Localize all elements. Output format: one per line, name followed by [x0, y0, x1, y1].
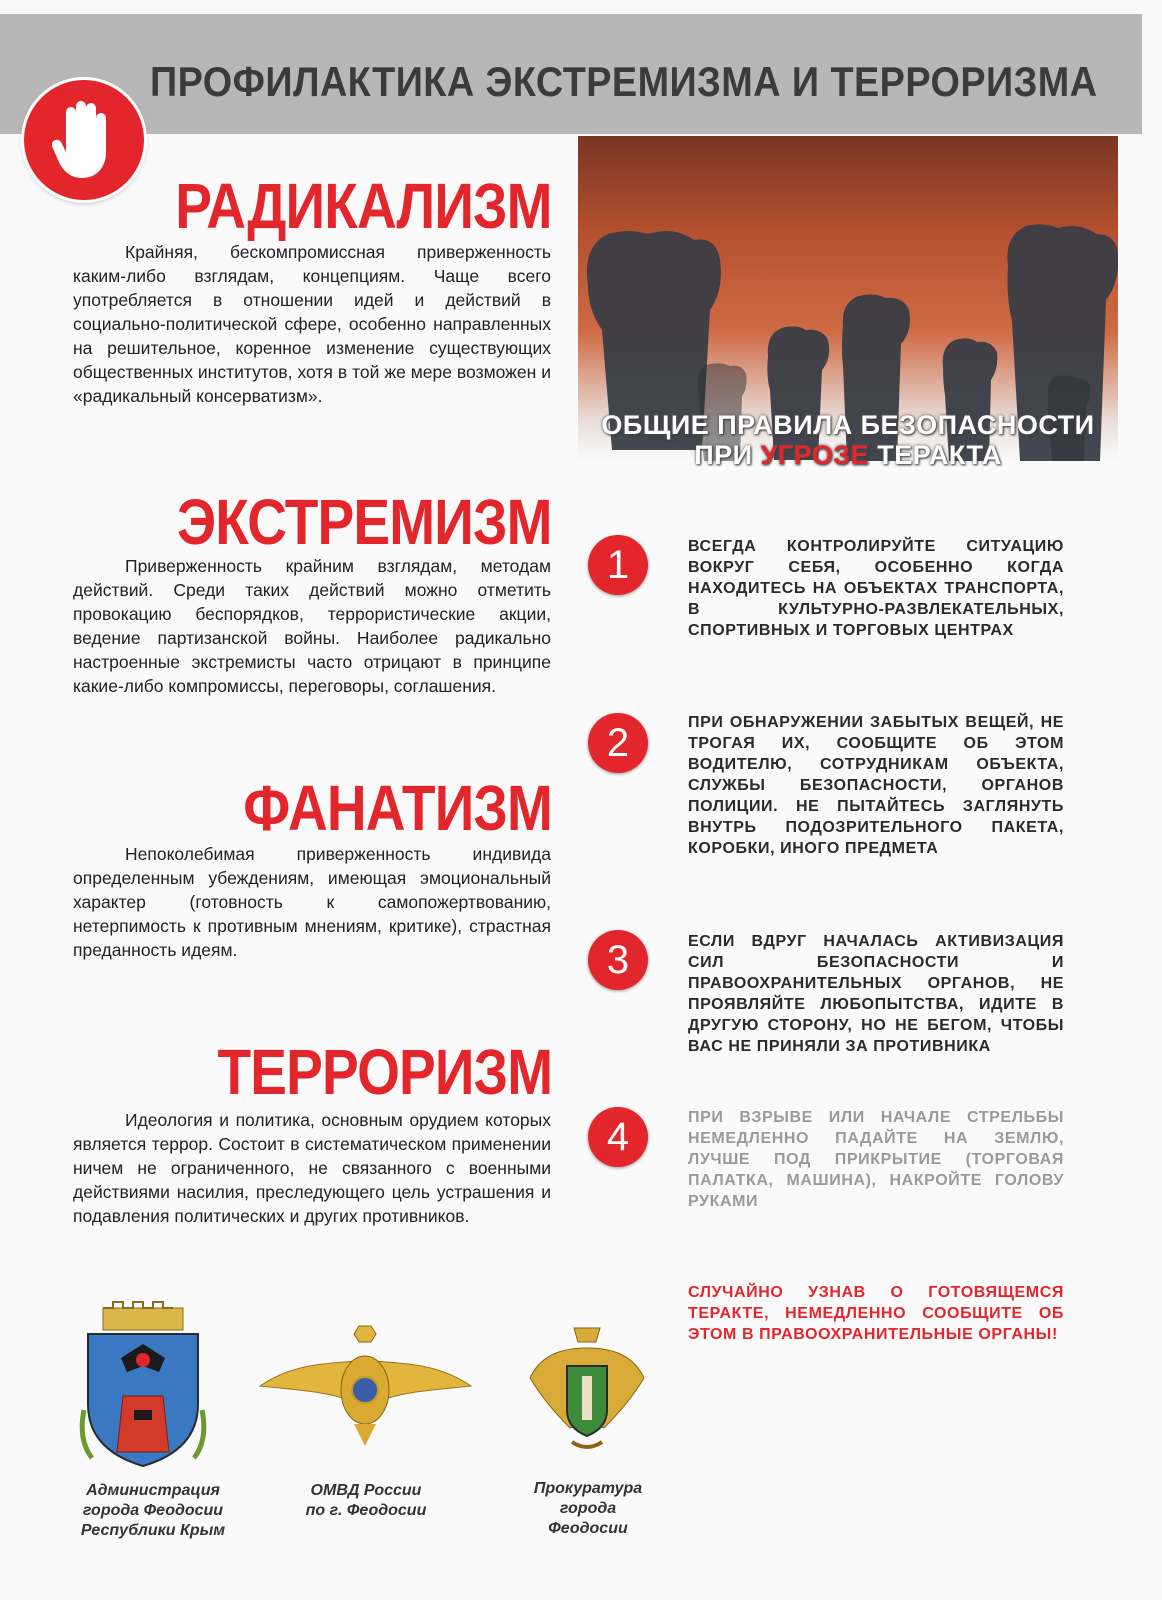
- org-caption-omvd: [286, 1481, 446, 1521]
- prosecutor-office-emblem-icon: [522, 1318, 652, 1463]
- mvd-double-eagle-emblem-icon: [258, 1320, 473, 1455]
- safety-rule-4: ПРИ ВЗРЫВЕ ИЛИ НАЧАЛЕ СТРЕЛЬБЫ НЕМЕДЛЕННО ПАДАЙТЕ НА ЗЕМЛЮ, ЛУЧШЕ ПОД ПРИКРЫТИЕ (ТОРГОВАЯ ПАЛАТКА, МАШИНА), НАКРОЙТЕ ГОЛОВУ РУКАМИ: [688, 1109, 1064, 1210]
- org-caption-administration: [58, 1481, 248, 1541]
- org-line: Администрация: [86, 1482, 220, 1499]
- org-caption-prosecutor: [508, 1479, 668, 1539]
- safety-caption-post: ТЕРАКТА: [869, 440, 1002, 470]
- org-line: по г. Феодосии: [305, 1502, 427, 1519]
- stop-hand-icon: [24, 80, 144, 200]
- org-line: ОМВД России: [310, 1482, 422, 1499]
- rule-number-badge: 3: [588, 930, 648, 990]
- org-line: Прокуратура: [533, 1480, 643, 1497]
- safety-caption-line1: ОБЩИЕ ПРАВИЛА БЕЗОПАСНОСТИ: [601, 410, 1095, 440]
- page-title: ПРОФИЛАКТИКА ЭКСТРЕМИЗМА И ТЕРРОРИЗМА: [150, 58, 1098, 105]
- warning-message: СЛУЧАЙНО УЗНАВ О ГОТОВЯЩЕМСЯ ТЕРАКТЕ, НЕМЕДЛЕННО СООБЩИТЕ ОБ ЭТОМ В ПРАВООХРАНИТЕЛЬНЫЕ ОРГАНЫ!: [688, 1284, 1064, 1343]
- org-line: Феодосии: [548, 1520, 628, 1537]
- safety-rule-2: ПРИ ОБНАРУЖЕНИИ ЗАБЫТЫХ ВЕЩЕЙ, НЕ ТРОГАЯ ИХ, СООБЩИТЕ ОБ ЭТОМ ВОДИТЕЛЮ, СОТРУДНИКАМ ОБЪЕКТА, СЛУЖБЫ БЕЗОПАСНОСТИ, ОРГАНОВ ПОЛИЦИИ. НЕ ПЫТАЙТЕСЬ ЗАГЛЯНУТЬ ВНУТРЬ ПОДОЗРИТЕЛЬНОГО ПАКЕТА, КОРОБКИ, ИНОГО ПРЕДМЕТА: [688, 714, 1064, 857]
- safety-rule-1: ВСЕГДА КОНТРОЛИРУЙТЕ СИТУАЦИЮ ВОКРУГ СЕБЯ, ОСОБЕННО КОГДА НАХОДИТЕСЬ НА ОБЪЕКТАХ ТРАНСПОРТА, В КУЛЬТУРНО-РАЗВЛЕКАТЕЛЬНЫХ, СПОРТИВНЫХ И ТОРГОВЫХ ЦЕНТРАХ: [688, 538, 1064, 639]
- term-definition-terrorism: Идеология и политика, основным орудием которых является террор. Состоит в систематическом применении ничем не ограниченного, не связанного с военными действиями насилия, преследующего цель устрашения и подавления политических и других противников.: [73, 1110, 551, 1226]
- safety-caption-line2: [578, 440, 1118, 470]
- safety-rules-caption: [578, 410, 1118, 470]
- term-definition-radicalism: Крайняя, бескомпромиссная приверженность каким-либо взглядам, концепциям. Чаще всего употребляется в отношении идей и действий в социально-политической сфере, особенно направленных на решительное, коренное изменение существующих общественных институтов, хотя в той же мере возможен и «радикальный консерватизм».: [73, 242, 551, 406]
- term-definition-extremism: Приверженность крайним взглядам, методам действий. Среди таких действий можно отметить провокацию беспорядков, террористические акции, ведение партизанской войны. Наиболее радикально настроенные экстремисты часто отрицают в принципе какие-либо компромиссы, переговоры, соглашения.: [73, 556, 551, 696]
- term-title-radicalism: РАДИКАЛИЗМ: [175, 170, 552, 242]
- feodosia-coat-of-arms-icon: [78, 1300, 208, 1475]
- org-line: города: [559, 1500, 617, 1517]
- safety-caption-highlight: УГРОЗЕ: [760, 440, 870, 470]
- org-line: города Феодосии: [82, 1502, 224, 1519]
- safety-rule-3: ЕСЛИ ВДРУГ НАЧАЛАСЬ АКТИВИЗАЦИЯ СИЛ БЕЗОПАСНОСТИ И ПРАВООХРАНИТЕЛЬНЫХ ОРГАНОВ, НЕ ПРОЯВЛЯЙТЕ ЛЮБОПЫТСТВА, ИДИТЕ В ДРУГУЮ СТОРОНУ, НО НЕ БЕГОМ, ЧТОБЫ ВАС НЕ ПРИНЯЛИ ЗА ПРОТИВНИКА: [688, 933, 1064, 1055]
- term-title-extremism: ЭКСТРЕМИЗМ: [177, 486, 552, 558]
- rule-number-badge: 2: [588, 713, 648, 773]
- org-line: Республики Крым: [80, 1522, 226, 1539]
- term-title-terrorism: ТЕРРОРИЗМ: [217, 1036, 552, 1108]
- term-definition-fanaticism: Непоколебимая приверженность индивида определенным убеждениям, имеющая эмоциональный характер (готовность к самопожертвованию, нетерпимость к противным мнениям, критике), страстная преданность идеям.: [73, 844, 551, 960]
- rule-number-badge: 4: [588, 1107, 648, 1167]
- rule-number-badge: 1: [588, 535, 648, 595]
- term-title-fanaticism: ФАНАТИЗМ: [243, 772, 552, 844]
- safety-caption-pre: ПРИ: [694, 440, 761, 470]
